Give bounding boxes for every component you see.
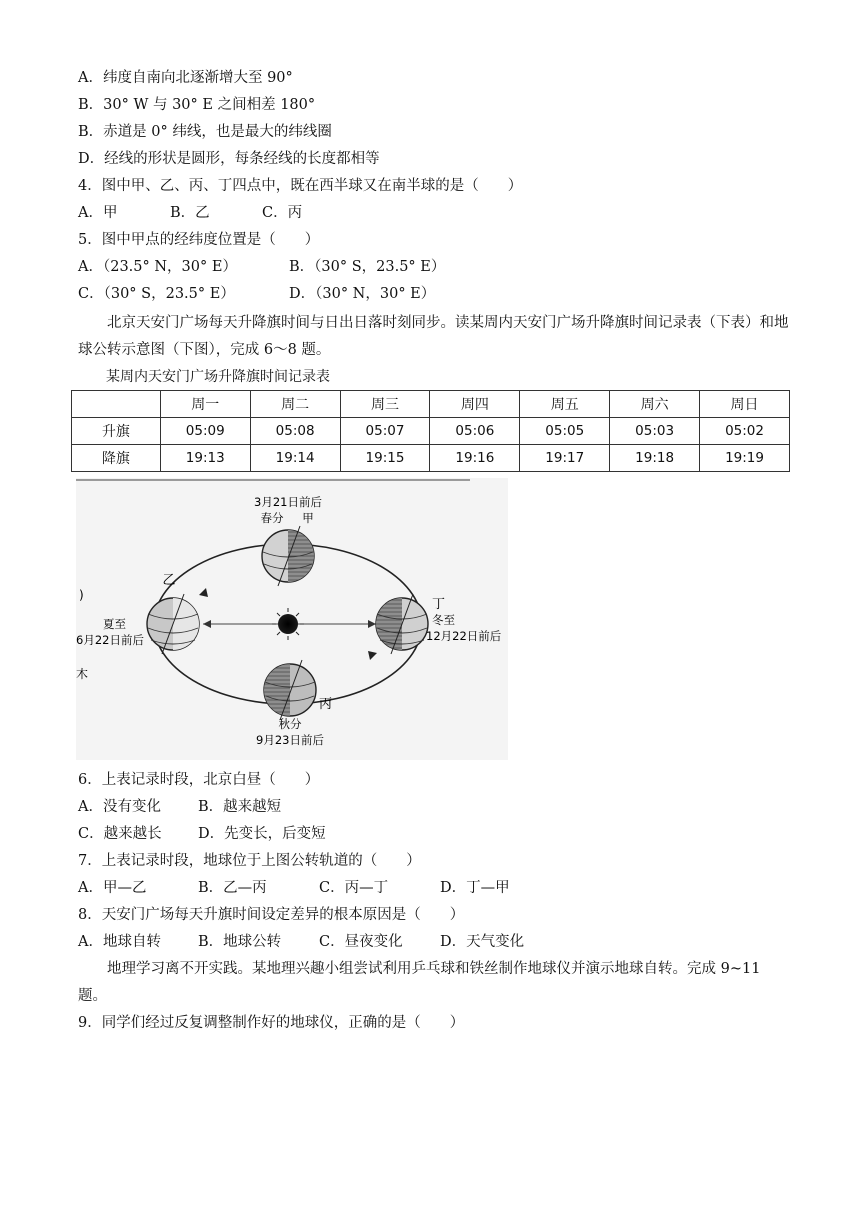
option-c: C．越来越长	[78, 826, 162, 842]
option-text: B．30° W 与 30° E 之间相差 180°	[78, 97, 316, 113]
table-cell: 19:13	[160, 445, 250, 472]
option-text: D．经线的形状是圆形，每条经线的长度都相等	[78, 151, 380, 167]
table-cell: 19:17	[520, 445, 610, 472]
table-cell: 05:02	[700, 418, 790, 445]
flag-time-table	[71, 390, 790, 472]
table-header-cell: 周日	[700, 391, 790, 418]
question-6-options-row-1	[78, 797, 281, 817]
table-cell: 19:15	[340, 445, 430, 472]
question-5-options-row-1	[78, 257, 445, 277]
label-top-point: 甲	[302, 511, 314, 525]
table-cell: 05:05	[520, 418, 610, 445]
option-d: D．先变长，后变短	[198, 826, 326, 842]
option-c: C．昼夜变化	[319, 934, 403, 950]
table-cell: 05:09	[160, 418, 250, 445]
table-caption: 某周内天安门广场升降旗时间记录表	[106, 369, 330, 385]
table-row	[72, 418, 790, 445]
table-header-cell: 周五	[520, 391, 610, 418]
option-c: C．丙	[262, 205, 303, 221]
option-d: D．丁—甲	[440, 880, 510, 896]
table-row-label: 升旗	[72, 418, 161, 445]
question-7-stem: 7．上表记录时段，地球位于上图公转轨道的（ ）	[78, 853, 421, 869]
table-cell: 19:19	[700, 445, 790, 472]
edge-mark: )	[79, 588, 84, 602]
label-top-term: 春分	[260, 511, 284, 525]
table-cell: 05:08	[250, 418, 340, 445]
option-b: B．越来越短	[198, 799, 282, 815]
table-header-cell: 周二	[250, 391, 340, 418]
orbit-diagram	[76, 478, 508, 760]
option-a: A．没有变化	[78, 799, 161, 815]
option-text: B．赤道是 0° 纬线，也是最大的纬线圈	[78, 124, 332, 140]
option-d: D．（30° N，30° E）	[289, 286, 436, 302]
table-header-cell: 周六	[610, 391, 700, 418]
option-a: A．地球自转	[78, 934, 161, 950]
intro-paragraph-6-8: 北京天安门广场每天升降旗时间与日出日落时刻同步。读某周内天安门广场升降旗时间记录表（下表）和地球公转示意图（下图），完成 6～8 题。	[78, 315, 789, 358]
label-left-point: 乙	[162, 573, 176, 588]
table-header-cell: 周一	[160, 391, 250, 418]
question-8-stem: 8．天安门广场每天升旗时间设定差异的根本原因是（ ）	[78, 907, 465, 923]
table-cell: 19:18	[610, 445, 700, 472]
table-row-label: 降旗	[72, 445, 161, 472]
table-cell: 05:03	[610, 418, 700, 445]
option-b: B．地球公转	[198, 934, 282, 950]
table-header-cell	[72, 391, 161, 418]
table-cell: 05:06	[430, 418, 520, 445]
option-a: A．甲	[78, 205, 118, 221]
question-9-stem: 9．同学们经过反复调整制作好的地球仪，正确的是（ ）	[78, 1015, 465, 1031]
label-bottom-date: 9月23日前后	[256, 733, 324, 747]
option-d: D．天气变化	[440, 934, 525, 950]
label-bottom-term: 秋分	[278, 717, 302, 731]
table-cell: 05:07	[340, 418, 430, 445]
option-b: B．乙	[170, 205, 210, 221]
table-header-row	[72, 391, 790, 418]
table-row	[72, 445, 790, 472]
question-6-options-row-2	[78, 824, 326, 844]
option-b: B．乙—丙	[198, 880, 267, 896]
question-5-options-row-2	[78, 284, 435, 304]
question-8-options	[78, 932, 524, 952]
table-header-cell: 周三	[340, 391, 430, 418]
label-top-date: 3月21日前后	[254, 495, 322, 509]
label-left-term: 夏至	[103, 617, 126, 631]
option-c: C．（30° S，23.5° E）	[78, 286, 235, 302]
question-7-options	[78, 878, 510, 898]
table-cell: 19:16	[430, 445, 520, 472]
intro-paragraph-9-11: 地理学习离不开实践。某地理兴趣小组尝试利用乒乓球和铁丝制作地球仪并演示地球自转。完成 9~11 题。	[78, 961, 761, 1004]
label-right-term: 冬至	[432, 613, 455, 627]
edge-mark: 木	[76, 667, 89, 681]
option-c: C．丙—丁	[319, 880, 389, 896]
option-a: A．甲—乙	[78, 880, 147, 896]
option-b: B．（30° S，23.5° E）	[289, 259, 446, 275]
question-4-options	[78, 203, 302, 223]
label-left-date: 6月22日前后	[76, 633, 144, 647]
option-a: A．（23.5° N，30° E）	[78, 259, 237, 275]
question-6-stem: 6．上表记录时段，北京白昼（ ）	[78, 772, 320, 788]
question-5-stem: 5．图中甲点的经纬度位置是（ ）	[78, 232, 320, 248]
option-text: A．纬度自南向北逐渐增大至 90°	[78, 70, 293, 86]
question-4-stem: 4．图中甲、乙、丙、丁四点中，既在西半球又在南半球的是（ ）	[78, 178, 523, 194]
earth-orbit-figure	[76, 478, 508, 760]
label-bottom-point: 丙	[319, 697, 333, 712]
table-cell: 19:14	[250, 445, 340, 472]
label-right-date: 12月22日前后	[426, 629, 502, 643]
label-right-point: 丁	[432, 597, 446, 612]
table-header-cell: 周四	[430, 391, 520, 418]
